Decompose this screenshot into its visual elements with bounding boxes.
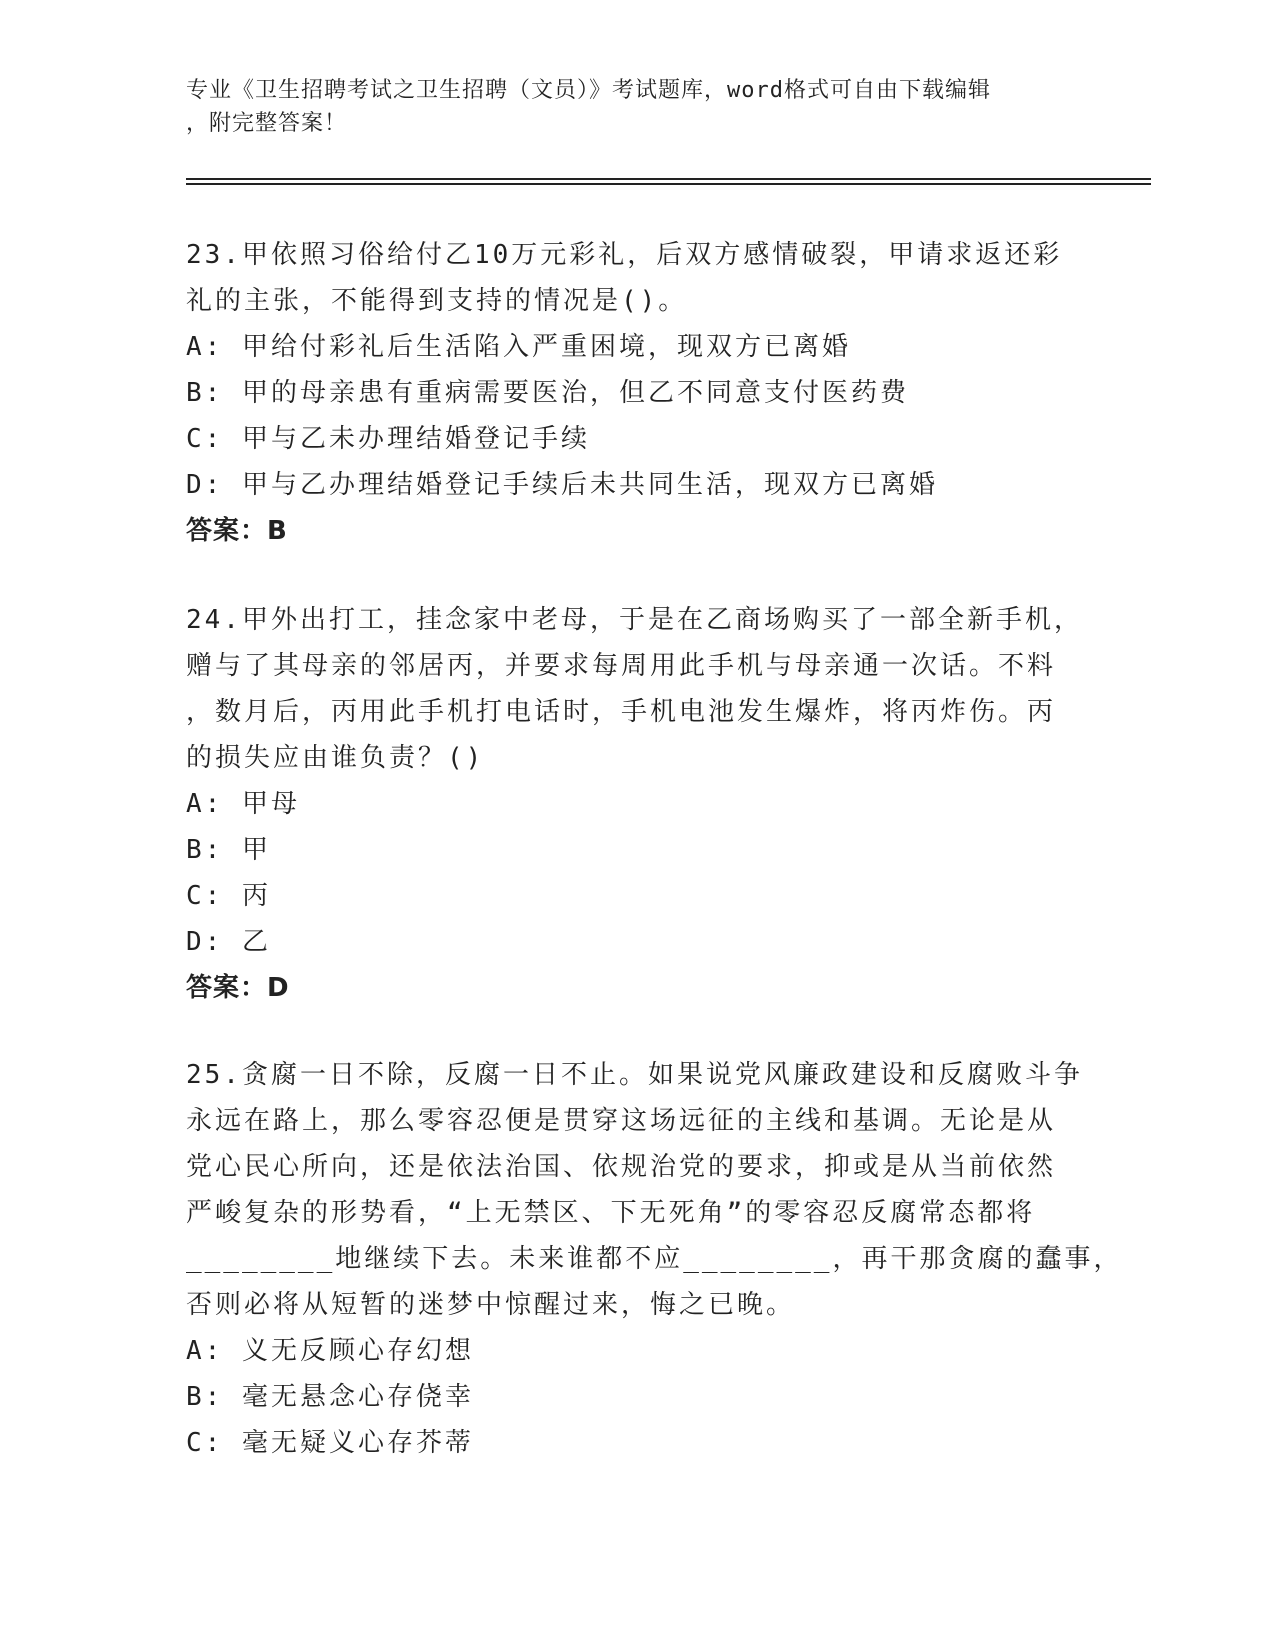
- question-24: [186, 597, 1106, 1011]
- option-b: B: 甲: [186, 835, 271, 865]
- header-divider-bottom: [186, 183, 1151, 185]
- option-a: A: 甲给付彩礼后生活陷入严重困境，现双方已离婚: [186, 332, 851, 362]
- question-text-line: 严峻复杂的形势看，“上无禁区、下无死角”的零容忍反腐常态都将: [186, 1198, 1036, 1228]
- option-b: B: 毫无悬念心存侥幸: [186, 1382, 474, 1412]
- question-text-line: 的损失应由谁负责？(): [186, 743, 485, 773]
- answer-label: 答案：D: [186, 973, 290, 1003]
- question-25: [186, 1052, 1123, 1466]
- question-text-line: 党心民心所向，还是依法治国、依规治党的要求，抑或是从当前依然: [186, 1152, 1057, 1182]
- question-text-line: 25.贪腐一日不除，反腐一日不止。如果说党风廉政建设和反腐败斗争: [186, 1060, 1083, 1090]
- header-line-2: ，附完整答案！: [186, 111, 348, 136]
- question-text-line: ，数月后，丙用此手机打电话时，手机电池发生爆炸，将丙炸伤。丙: [186, 697, 1057, 727]
- option-a: A: 义无反顾心存幻想: [186, 1336, 474, 1366]
- question-text-line: 23.甲依照习俗给付乙10万元彩礼，后双方感情破裂，甲请求返还彩: [186, 240, 1063, 270]
- option-d: D: 甲与乙办理结婚登记手续后未共同生活，现双方已离婚: [186, 470, 938, 500]
- question-text-line: 否则必将从短暂的迷梦中惊醒过来，悔之已晚。: [186, 1290, 796, 1320]
- option-d: D: 乙: [186, 927, 271, 957]
- question-text-line: ________地继续下去。未来谁都不应________，再干那贪腐的蠢事，: [186, 1244, 1123, 1274]
- question-text-line: 礼的主张，不能得到支持的情况是()。: [186, 286, 688, 316]
- option-c: C: 丙: [186, 881, 271, 911]
- option-c: C: 甲与乙未办理结婚登记手续: [186, 424, 590, 454]
- question-23: [186, 232, 1106, 554]
- answer-label: 答案：B: [186, 516, 288, 546]
- option-a: A: 甲母: [186, 789, 300, 819]
- question-text-line: 赠与了其母亲的邻居丙，并要求每周用此手机与母亲通一次话。不料: [186, 651, 1057, 681]
- header-divider-top: [186, 178, 1151, 180]
- header-line-1: 专业《卫生招聘考试之卫生招聘（文员）》考试题库，word格式可自由下载编辑: [186, 78, 991, 103]
- document-header: [186, 74, 1086, 140]
- question-text-line: 永远在路上，那么零容忍便是贯穿这场远征的主线和基调。无论是从: [186, 1106, 1057, 1136]
- option-c: C: 毫无疑义心存芥蒂: [186, 1428, 474, 1458]
- option-b: B: 甲的母亲患有重病需要医治，但乙不同意支付医药费: [186, 378, 909, 408]
- question-text-line: 24.甲外出打工，挂念家中老母，于是在乙商场购买了一部全新手机，: [186, 605, 1083, 635]
